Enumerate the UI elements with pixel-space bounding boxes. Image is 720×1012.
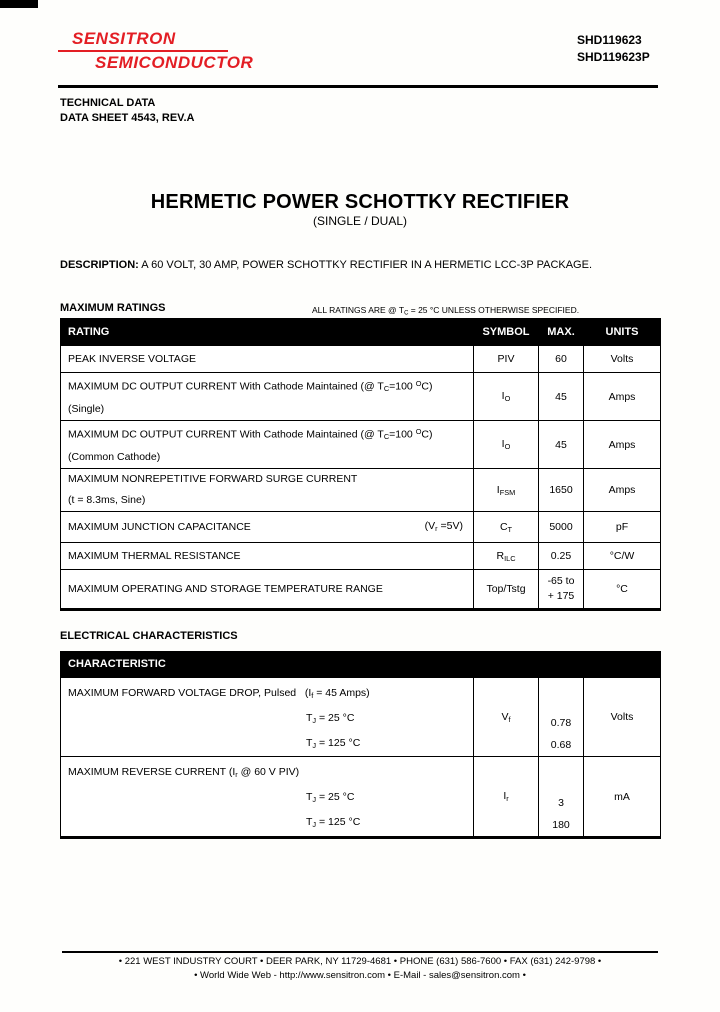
max-cell: 45: [539, 373, 584, 421]
col-header-units: UNITS: [584, 319, 661, 346]
symbol-cell: Top/Tstg: [474, 570, 539, 610]
maximum-ratings-table: [60, 318, 661, 611]
units-cell: Amps: [584, 469, 661, 512]
rating-line-2: (Single): [68, 403, 105, 416]
value-line-2: 180: [552, 818, 570, 831]
max-cell: 45: [539, 421, 584, 469]
table-row: [61, 678, 661, 757]
table-row: [61, 757, 661, 837]
footer-address-line: • 221 WEST INDUSTRY COURT • DEER PARK, NY 11729-4681 • PHONE (631) 586-7600 • FAX (631) 242-9798 •: [118, 956, 602, 967]
units-cell: Amps: [584, 421, 661, 469]
rating-line-2: (t = 8.3ms, Sine): [68, 494, 146, 507]
description-text: A 60 VOLT, 30 AMP, POWER SCHOTTKY RECTIFIER IN A HERMETIC LCC-3P PACKAGE.: [138, 259, 593, 271]
description-label: DESCRIPTION:: [60, 259, 139, 271]
table-row: [61, 469, 661, 512]
symbol-cell: $R_{ILC}$: [474, 543, 539, 570]
col-header-characteristic: CHARACTERISTIC: [61, 652, 661, 678]
datasheet-rev-label: DATA SHEET 4543, REV.A: [60, 112, 195, 124]
col-header-rating: RATING: [61, 319, 474, 346]
condition-line-1: $T_J = 25$ °C: [306, 791, 355, 805]
footer-divider: [62, 951, 658, 953]
characteristic-cell: [61, 757, 474, 837]
description-line: [60, 259, 720, 271]
symbol-cell: PIV: [474, 346, 539, 373]
table-row: [61, 421, 661, 469]
table-row: [61, 543, 661, 570]
technical-data-label: TECHNICAL DATA: [60, 97, 156, 109]
document-info: [60, 96, 195, 126]
footer-web-line: • World Wide Web - http://www.sensitron.com • E-Mail - sales@sensitron.com •: [194, 970, 526, 981]
sensitron-logo: [58, 29, 254, 73]
maximum-ratings-heading: MAXIMUM RATINGS: [60, 302, 166, 314]
test-condition: $(V_r =5V)$: [424, 519, 463, 533]
header-divider: [58, 85, 658, 88]
max-cell: 0.25: [539, 543, 584, 570]
condition-line-1: $T_J = 25$ °C: [306, 711, 355, 725]
units-cell: Amps: [584, 373, 661, 421]
units-cell: °C/W: [584, 543, 661, 570]
col-header-symbol: SYMBOL: [474, 319, 539, 346]
table-header-row: [61, 319, 661, 346]
electrical-characteristics-table: [60, 651, 661, 839]
col-header-max: MAX.: [539, 319, 584, 346]
max-cell: 60: [539, 346, 584, 373]
logo-text-sensitron: SENSITRON: [72, 29, 176, 48]
units-cell: Volts: [584, 346, 661, 373]
value-line-1: 0.78: [550, 717, 572, 730]
rating-cell: PEAK INVERSE VOLTAGE: [61, 346, 474, 373]
rating-line-1: MAXIMUM DC OUTPUT CURRENT With Cathode Maintained (@ $T_C=100$ $^O$C): [68, 379, 433, 394]
max-cell: 5000: [539, 512, 584, 543]
rating-cell: [61, 373, 474, 421]
units-cell: mA: [584, 757, 661, 837]
electrical-characteristics-heading: ELECTRICAL CHARACTERISTICS: [60, 630, 238, 642]
rating-line-1: MAXIMUM NONREPETITIVE FORWARD SURGE CURRENT: [68, 473, 358, 486]
table-header-row: [61, 652, 661, 678]
logo-underline: [58, 50, 228, 52]
rating-cell: [61, 421, 474, 469]
characteristic-title: MAXIMUM FORWARD VOLTAGE DROP, Pulsed ($I_f = 45$ Amps): [68, 687, 370, 700]
value-cell: [539, 757, 584, 837]
max-range-line-2: + 175: [547, 590, 575, 603]
characteristic-cell: [61, 678, 474, 757]
page-title: HERMETIC POWER SCHOTTKY RECTIFIER: [150, 191, 570, 213]
units-cell: °C: [584, 570, 661, 610]
rating-cell: MAXIMUM OPERATING AND STORAGE TEMPERATURE RANGE: [61, 570, 474, 610]
symbol-cell: $V_f$: [474, 678, 539, 757]
table-row: [61, 346, 661, 373]
condition-line-2: $T_J = 125$ °C: [306, 816, 361, 829]
units-cell: Volts: [584, 678, 661, 757]
ratings-conditions-note: ALL RATINGS ARE @ $T_C = 25$ °C UNLESS OTHERWISE SPECIFIED.: [312, 305, 580, 317]
symbol-cell: $C_T$: [474, 512, 539, 543]
part-number-2: SHD119623P: [577, 50, 650, 64]
table-row: [61, 570, 661, 610]
symbol-cell: $I_{FSM}$: [474, 469, 539, 512]
rating-line-1: MAXIMUM DC OUTPUT CURRENT With Cathode Maintained (@ $T_C=100$ $^O$C): [68, 427, 433, 442]
max-cell: [539, 570, 584, 610]
rating-line-2: (Common Cathode): [68, 451, 161, 464]
rating-cell: [61, 469, 474, 512]
logo-text-semiconductor: SEMICONDUCTOR: [95, 53, 254, 72]
value-line-2: 0.68: [550, 739, 572, 752]
units-cell: pF: [584, 512, 661, 543]
rating-cell: [61, 512, 474, 543]
table-row: [61, 373, 661, 421]
characteristic-title: MAXIMUM REVERSE CURRENT ($I_r$ @ 60 V PIV): [68, 766, 300, 780]
table-row: [61, 512, 661, 543]
symbol-cell: $I_O$: [474, 421, 539, 469]
page-subtitle: (SINGLE / DUAL): [312, 214, 408, 228]
symbol-cell: $I_r$: [474, 757, 539, 837]
part-numbers: [577, 32, 650, 66]
part-number-1: SHD119623: [577, 33, 642, 47]
condition-line-2: $T_J = 125$ °C: [306, 736, 361, 750]
rating-cell: MAXIMUM THERMAL RESISTANCE: [61, 543, 474, 570]
symbol-cell: $I_O$: [474, 373, 539, 421]
value-cell: [539, 678, 584, 757]
rating-line-1: MAXIMUM JUNCTION CAPACITANCE: [68, 520, 251, 533]
corner-print-mark: [0, 0, 38, 8]
max-range-line-1: -65 to: [547, 575, 575, 588]
value-line-1: 3: [558, 796, 564, 809]
max-cell: 1650: [539, 469, 584, 512]
